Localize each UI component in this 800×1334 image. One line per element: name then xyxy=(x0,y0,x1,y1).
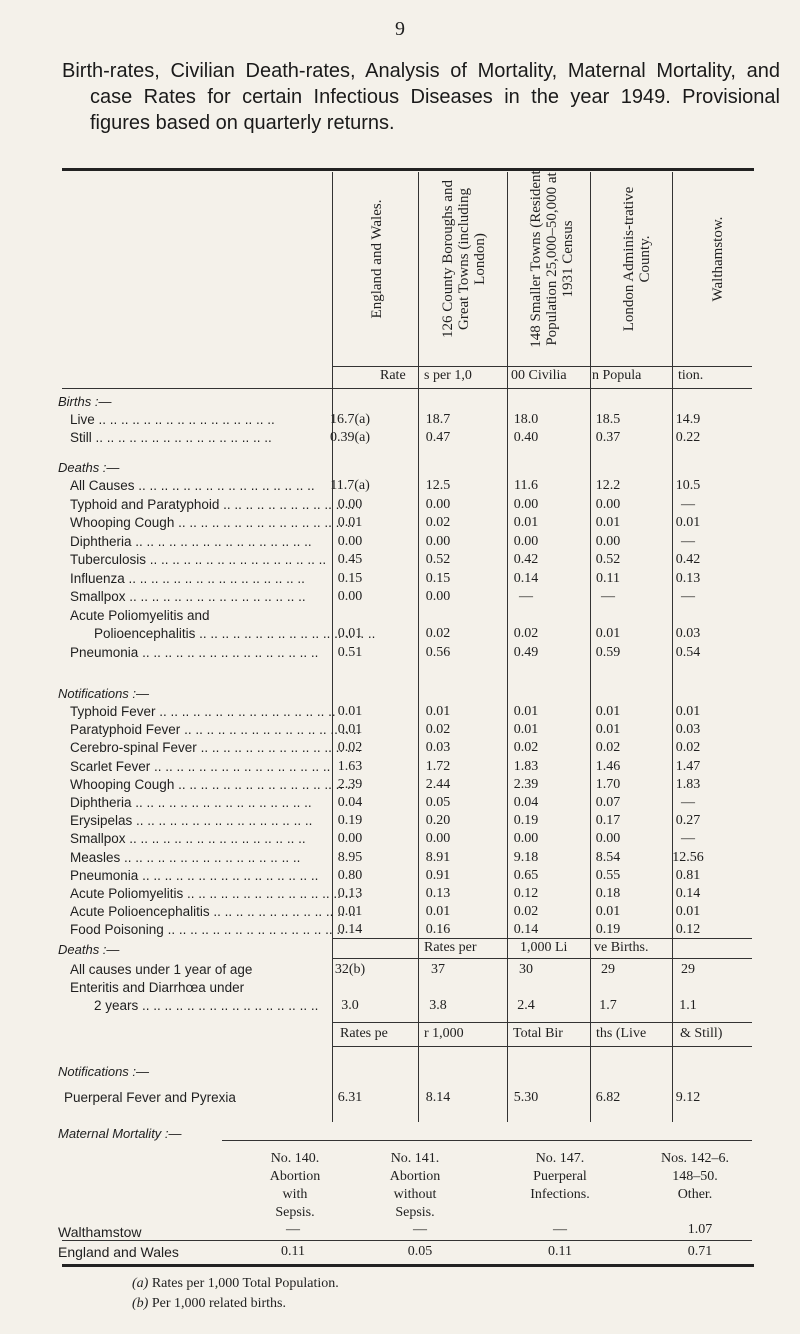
table-row xyxy=(58,626,758,644)
row-label: Typhoid Fever .. .. xyxy=(58,704,360,719)
column-header-walthamstow: Walthamstow. xyxy=(710,216,726,302)
total-births-band-text: Rates pe xyxy=(340,1026,388,1041)
row-label: 2 years .. .. xyxy=(58,998,384,1013)
maternal-row-label: Walthamstow xyxy=(58,1224,142,1240)
table-row xyxy=(58,904,758,922)
row-label: Puerperal Fever and Pyrexia xyxy=(64,1090,236,1105)
header-line: No. 147. xyxy=(535,1151,585,1166)
cell: 2.39 xyxy=(337,776,363,792)
cell: 0.01 xyxy=(337,704,363,719)
row-label: Acute Poliomyelitis and xyxy=(70,607,210,623)
cell: — xyxy=(681,831,695,847)
cell: 0.01 xyxy=(675,904,701,920)
cell: 8.54 xyxy=(595,849,621,865)
header-line: No. 141. xyxy=(390,1151,440,1166)
row-label: Whooping Cough .. .. xyxy=(58,777,360,792)
section-heading-puerperal: Notifications :— xyxy=(58,1064,150,1079)
table-row xyxy=(58,412,758,430)
footnote-a xyxy=(132,1276,339,1292)
cell: 8.14 xyxy=(425,1090,451,1105)
table-row xyxy=(58,589,758,607)
cell: 0.02 xyxy=(425,722,451,738)
row-label: Measles .. .. xyxy=(58,850,360,865)
cell: 18.7 xyxy=(425,412,451,427)
cell: 3.8 xyxy=(429,998,447,1013)
total-births-band-text: Total Bir xyxy=(513,1026,563,1041)
cell: 0.45 xyxy=(337,552,363,567)
table-row xyxy=(58,998,758,1016)
header-line: Abortion xyxy=(389,1169,441,1184)
column-header-smaller-towns: 148 Smaller Towns (Resident Population 25,000–50,000 at 1931 Census xyxy=(528,170,576,348)
cell: 0.47 xyxy=(425,430,451,445)
total-births-band-text: ths (Live xyxy=(596,1026,647,1041)
cell: 0.00 xyxy=(513,496,539,512)
header-line: Abortion xyxy=(269,1169,321,1184)
cell: 0.22 xyxy=(675,430,701,445)
row-label: Acute Poliomyelitis .. .. xyxy=(58,886,360,901)
table-row xyxy=(58,552,758,570)
cell: 1.63 xyxy=(337,758,363,774)
cell: 0.01 xyxy=(513,515,539,530)
maternal-row-label: England and Wales xyxy=(58,1244,179,1260)
footnote-mark: (a) xyxy=(132,1276,149,1291)
cell: 0.11 xyxy=(596,570,620,586)
table-row xyxy=(58,534,758,552)
cell: 0.00 xyxy=(425,533,451,549)
table-row xyxy=(58,868,758,886)
cell: 30 xyxy=(519,962,533,977)
cell: 0.51 xyxy=(337,644,363,660)
table-row xyxy=(58,813,758,831)
cell: 0.71 xyxy=(687,1244,713,1259)
cell: 9.18 xyxy=(513,849,539,865)
cell: 0.11 xyxy=(548,1244,572,1259)
cell: 0.52 xyxy=(595,552,621,567)
footnote-text: Rates per 1,000 Total Population. xyxy=(151,1276,339,1291)
header-line: Sepsis. xyxy=(395,1205,435,1220)
table-row xyxy=(58,497,758,515)
cell: 0.01 xyxy=(337,722,363,738)
footnote-text: Per 1,000 related births. xyxy=(151,1296,286,1311)
band-rule xyxy=(332,938,752,939)
row-label: Tuberculosis .. .. xyxy=(58,552,360,567)
rate-band-text: 00 Civilia xyxy=(511,368,567,383)
cell: 0.00 xyxy=(595,831,621,847)
cell: 29 xyxy=(601,962,615,977)
cell: 2.44 xyxy=(425,776,451,792)
row-label: Whooping Cough .. .. xyxy=(58,515,360,530)
row-label: Acute Polioencephalitis .. .. xyxy=(58,904,360,919)
column-header-england-wales: England and Wales. xyxy=(369,199,385,319)
row-label: Paratyphoid Fever .. .. xyxy=(58,722,360,737)
live-births-band-text: ve Births. xyxy=(594,940,649,955)
cell: 0.19 xyxy=(513,813,539,829)
cell: 0.02 xyxy=(425,626,451,641)
header-line: Sepsis. xyxy=(275,1205,315,1220)
cell: 10.5 xyxy=(675,478,701,493)
cell: 0.19 xyxy=(337,813,363,829)
cell: 0.91 xyxy=(425,867,451,883)
cell: 0.00 xyxy=(513,533,539,549)
cell: 29 xyxy=(681,962,695,977)
header-line: Puerperal xyxy=(533,1169,587,1184)
cell: 0.65 xyxy=(513,867,539,883)
cell: 18.5 xyxy=(595,412,621,427)
cell: 0.42 xyxy=(513,552,539,567)
cell: 0.14 xyxy=(337,922,363,938)
row-label: Diphtheria .. .. xyxy=(58,795,360,810)
row-label: Diphtheria .. .. xyxy=(58,534,360,549)
cell: 0.01 xyxy=(337,626,363,641)
cell: 0.13 xyxy=(337,886,363,901)
maternal-column-header xyxy=(500,1150,620,1204)
cell: 32(b) xyxy=(334,962,366,977)
cell: 0.03 xyxy=(425,740,451,756)
cell: 0.13 xyxy=(425,886,451,901)
maternal-column-header xyxy=(355,1150,475,1222)
cell: 1.47 xyxy=(675,758,701,774)
section-heading-notifications: Notifications :— xyxy=(58,686,150,701)
column-header-county-boroughs: 126 County Boroughs and Great Towns (including London) xyxy=(440,180,488,338)
table-row xyxy=(58,850,758,868)
band-rule xyxy=(332,1022,752,1023)
cell: 0.01 xyxy=(595,515,621,530)
cell: 0.37 xyxy=(595,430,621,445)
cell: 0.03 xyxy=(675,722,701,738)
row-label: Live .. .. xyxy=(58,412,360,427)
cell: 0.02 xyxy=(675,740,701,756)
cell: 1.1 xyxy=(679,998,697,1013)
cell: 0.01 xyxy=(595,904,621,920)
cell: — xyxy=(519,589,533,604)
cell: 0.39(a) xyxy=(329,430,371,445)
table-row xyxy=(58,1244,758,1262)
column-header-london: London Adminis-trative County. xyxy=(621,186,653,332)
cell: 0.01 xyxy=(675,704,701,719)
cell: 0.16 xyxy=(425,922,451,938)
cell: 0.02 xyxy=(513,904,539,920)
table-row xyxy=(58,1222,758,1240)
cell: 0.14 xyxy=(675,886,701,901)
header-line: with xyxy=(282,1187,308,1202)
cell: 0.12 xyxy=(675,922,701,938)
cell: 1.70 xyxy=(595,776,621,792)
cell: 0.05 xyxy=(425,795,451,810)
cell: 0.20 xyxy=(425,813,451,829)
cell: 0.81 xyxy=(675,867,701,883)
total-births-band-text: r 1,000 xyxy=(424,1026,464,1041)
cell: 18.0 xyxy=(513,412,539,427)
cell: 0.55 xyxy=(595,867,621,883)
cell: 6.82 xyxy=(595,1090,621,1105)
cell: 2.39 xyxy=(513,776,539,792)
band-rule xyxy=(332,958,752,959)
cell: — xyxy=(681,496,695,512)
total-births-band-text: & Still) xyxy=(680,1026,723,1041)
row-label: Enteritis and Diarrhœa under xyxy=(70,980,245,995)
maternal-column-header xyxy=(240,1150,350,1222)
cell: 0.56 xyxy=(425,644,451,660)
cell: — xyxy=(286,1222,300,1237)
cell: 0.04 xyxy=(513,795,539,810)
cell: 12.2 xyxy=(595,478,621,493)
cell: 0.01 xyxy=(595,722,621,738)
row-label: Cerebro-spinal Fever .. .. xyxy=(58,740,360,755)
footnote-b xyxy=(132,1296,286,1312)
maternal-column-header xyxy=(630,1150,760,1204)
cell: 0.01 xyxy=(595,704,621,719)
table-row xyxy=(58,430,758,448)
cell: 2.4 xyxy=(517,998,535,1013)
row-label: Erysipelas .. .. xyxy=(58,813,360,828)
table-row xyxy=(58,886,758,904)
row-label: Influenza .. .. xyxy=(58,571,360,586)
row-label: All causes under 1 year of age xyxy=(70,962,253,977)
table-row xyxy=(58,795,758,813)
rate-band-text: s per 1,0 xyxy=(424,368,472,383)
rate-band-text: tion. xyxy=(678,368,704,383)
cell: 0.19 xyxy=(595,922,621,938)
cell: 6.31 xyxy=(337,1090,363,1105)
cell: 0.07 xyxy=(595,795,621,810)
table-row xyxy=(58,704,758,722)
cell: 0.01 xyxy=(595,626,621,641)
cell: 0.42 xyxy=(675,552,701,567)
cell: 0.00 xyxy=(337,496,363,512)
table-row xyxy=(58,831,758,849)
cell: 0.15 xyxy=(337,570,363,586)
band-rule xyxy=(332,1046,752,1047)
cell: 0.00 xyxy=(425,831,451,847)
header-line: Other. xyxy=(677,1187,713,1202)
table-row xyxy=(58,645,758,663)
cell: — xyxy=(601,589,615,604)
cell: 0.54 xyxy=(675,644,701,660)
table-row xyxy=(58,962,758,980)
cell: 0.01 xyxy=(337,515,363,530)
cell: 0.11 xyxy=(281,1244,305,1259)
cell: 0.52 xyxy=(425,552,451,567)
cell: 0.00 xyxy=(595,533,621,549)
cell: 16.7(a) xyxy=(329,412,371,427)
band-rule xyxy=(62,388,752,389)
cell: 12.56 xyxy=(672,849,704,865)
row-label: Smallpox .. .. xyxy=(58,589,360,604)
footnote-mark: (b) xyxy=(132,1296,149,1311)
cell: 0.02 xyxy=(513,740,539,756)
cell: 1.72 xyxy=(425,758,451,774)
cell: 0.01 xyxy=(513,704,539,719)
live-births-band-text: 1,000 Li xyxy=(520,940,568,955)
cell: 0.01 xyxy=(675,515,701,530)
cell: 0.00 xyxy=(337,831,363,847)
cell: 0.02 xyxy=(513,626,539,641)
cell: 1.83 xyxy=(675,776,701,792)
cell: 0.14 xyxy=(513,570,539,586)
cell: 8.91 xyxy=(425,849,451,865)
cell: 0.02 xyxy=(595,740,621,756)
band-rule xyxy=(332,366,752,367)
table-row xyxy=(58,515,758,533)
cell: 5.30 xyxy=(513,1090,539,1105)
cell: 0.02 xyxy=(337,740,363,756)
row-label: Food Poisoning .. .. xyxy=(58,922,360,937)
page-title: Birth-rates, Civilian Death-rates, Analysis of Mortality, Maternal Mortality, and case Rates for certain Infectious Diseases in the year 1949. Provisional figures based on quarterly returns. xyxy=(62,60,780,134)
cell: 0.05 xyxy=(407,1244,433,1259)
cell: 0.49 xyxy=(513,644,539,660)
maternal-rule xyxy=(62,1240,752,1241)
rate-band-text: n Popula xyxy=(592,368,642,383)
cell: 0.00 xyxy=(425,496,451,512)
table-row xyxy=(58,759,758,777)
cell: 0.02 xyxy=(425,515,451,530)
cell: 0.00 xyxy=(513,831,539,847)
cell: — xyxy=(553,1222,567,1237)
section-heading-deaths: Deaths :— xyxy=(58,460,120,475)
cell: 14.9 xyxy=(675,412,701,427)
cell: 0.04 xyxy=(337,795,363,810)
cell: 0.59 xyxy=(595,644,621,660)
cell: 1.07 xyxy=(687,1222,713,1237)
section-heading-infant-deaths: Deaths :— xyxy=(58,942,120,957)
header-line: No. 140. xyxy=(270,1151,320,1166)
maternal-rule xyxy=(222,1140,752,1141)
row-label: Pneumonia .. .. xyxy=(58,868,360,883)
row-label: Scarlet Fever .. .. xyxy=(58,759,360,774)
cell: 0.00 xyxy=(337,533,363,549)
cell: 8.95 xyxy=(337,849,363,865)
section-heading-births: Births :— xyxy=(58,394,112,409)
cell: 0.03 xyxy=(675,626,701,641)
live-births-band-text: Rates per xyxy=(424,940,477,955)
cell: 0.40 xyxy=(513,430,539,445)
cell: 3.0 xyxy=(341,998,359,1013)
cell: 0.01 xyxy=(513,722,539,738)
table-row xyxy=(58,740,758,758)
cell: — xyxy=(681,589,695,604)
cell: — xyxy=(413,1222,427,1237)
page-number: 9 xyxy=(395,18,405,40)
section-heading-maternal: Maternal Mortality :— xyxy=(58,1126,182,1141)
cell: 0.01 xyxy=(425,704,451,719)
table-row xyxy=(58,478,758,496)
header-line: 148–50. xyxy=(672,1169,718,1184)
cell: 0.00 xyxy=(337,589,363,604)
cell: 0.01 xyxy=(337,904,363,920)
cell: 0.80 xyxy=(337,867,363,883)
cell: 0.27 xyxy=(675,813,701,829)
cell: 0.14 xyxy=(513,922,539,938)
table-row xyxy=(58,722,758,740)
rate-band-text: Rate xyxy=(380,368,406,383)
cell: 11.7(a) xyxy=(330,478,370,493)
cell: 0.00 xyxy=(595,496,621,512)
table-row xyxy=(58,777,758,795)
table-row xyxy=(58,608,758,626)
cell: 1.46 xyxy=(595,758,621,774)
table-row xyxy=(58,1090,758,1108)
header-line: Nos. 142–6. xyxy=(660,1151,730,1166)
bottom-rule xyxy=(62,1264,754,1267)
cell: 0.01 xyxy=(425,904,451,920)
cell: — xyxy=(681,533,695,549)
header-line: without xyxy=(393,1187,437,1202)
cell: 37 xyxy=(431,962,445,977)
table-row xyxy=(58,980,758,998)
cell: — xyxy=(681,795,695,810)
cell: 0.12 xyxy=(513,886,539,901)
cell: 0.17 xyxy=(595,813,621,829)
row-label: All Causes .. .. xyxy=(58,478,360,493)
row-label: Pneumonia .. .. xyxy=(58,645,360,660)
row-label: Still .. .. xyxy=(58,430,360,445)
cell: 0.15 xyxy=(425,570,451,586)
cell: 9.12 xyxy=(675,1090,701,1105)
cell: 12.5 xyxy=(425,478,451,493)
cell: 1.83 xyxy=(513,758,539,774)
row-label: Polioencephalitis .. .. xyxy=(58,626,384,641)
cell: 0.13 xyxy=(675,570,701,586)
cell: 0.18 xyxy=(595,886,621,901)
table-row xyxy=(58,571,758,589)
cell: 0.00 xyxy=(425,589,451,604)
row-label: Smallpox .. .. xyxy=(58,831,360,846)
cell: 1.7 xyxy=(599,998,617,1013)
header-line: Infections. xyxy=(530,1187,590,1202)
row-label: Typhoid and Paratyphoid .. .. xyxy=(58,497,360,512)
cell: 11.6 xyxy=(514,478,538,493)
